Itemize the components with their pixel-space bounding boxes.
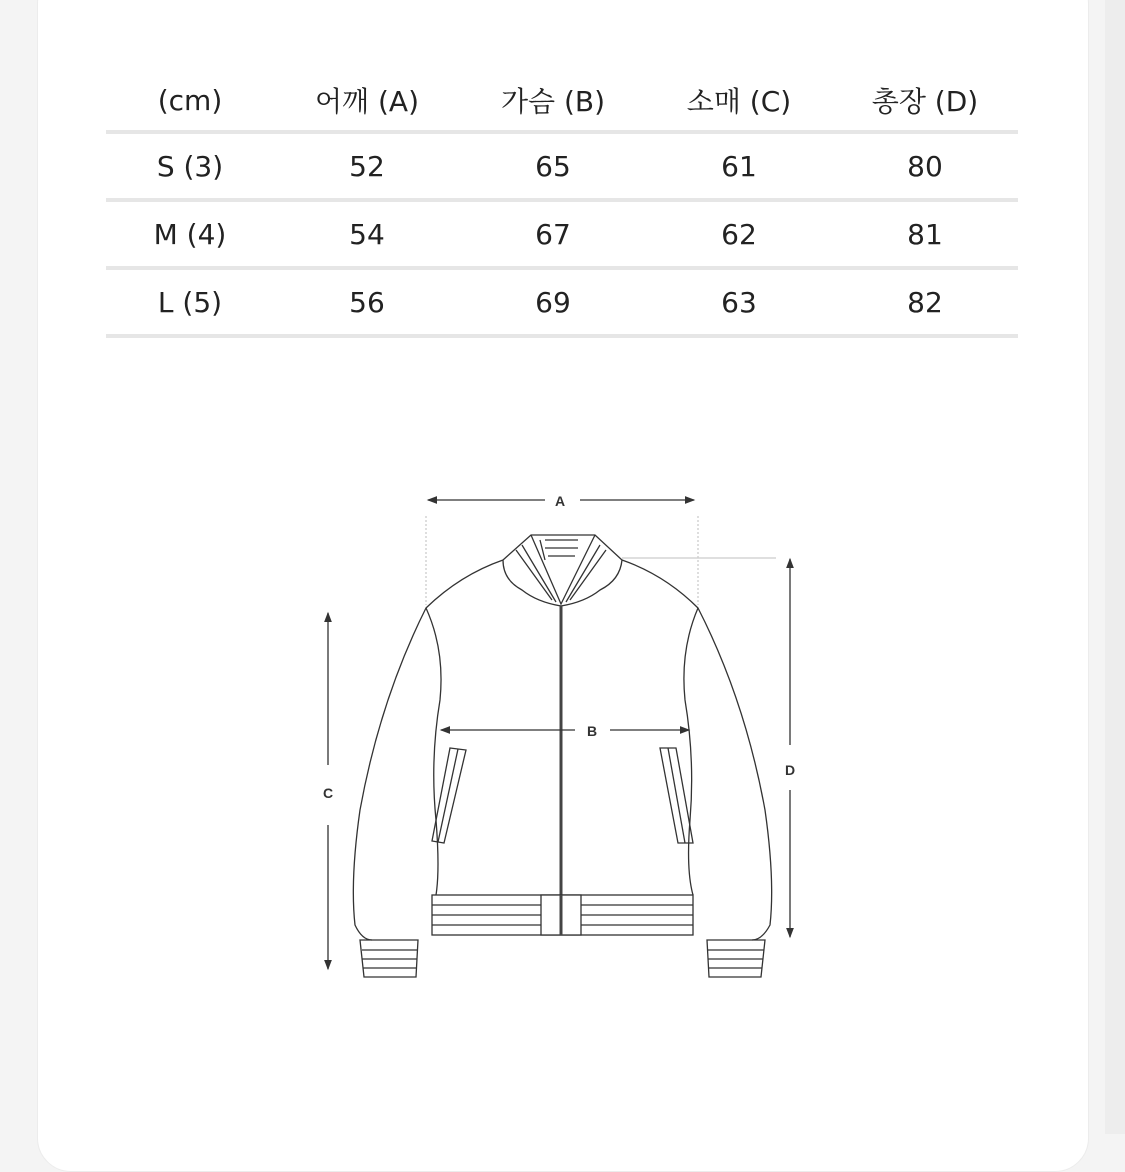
table-cell: 69 [535,285,571,319]
table-cell: 82 [907,285,943,319]
header-shoulder: 어깨 (A) [315,85,419,118]
header-sleeve: 소매 (C) [686,85,792,118]
label-d: D [784,762,796,778]
table-cell: 67 [535,217,571,251]
table-cell: 62 [721,217,757,251]
size-label: M (4) [153,217,227,251]
header-unit: (cm) [157,83,223,117]
table-cell: 61 [721,149,757,183]
label-b: B [586,723,598,739]
table-cell: 81 [907,217,943,251]
table-cell: 80 [907,149,943,183]
table-cell: 65 [535,149,571,183]
jacket-outline [353,516,776,977]
label-a: A [554,493,566,509]
table-cell: 52 [349,149,385,183]
header-chest: 가슴 (B) [500,85,606,118]
table-cell: 56 [349,285,385,319]
header-length: 총장 (D) [871,85,979,118]
size-label: L (5) [157,285,223,319]
table-cell: 63 [721,285,757,319]
label-c: C [322,785,334,801]
table-cell: 54 [349,217,385,251]
size-label: S (3) [156,149,224,183]
